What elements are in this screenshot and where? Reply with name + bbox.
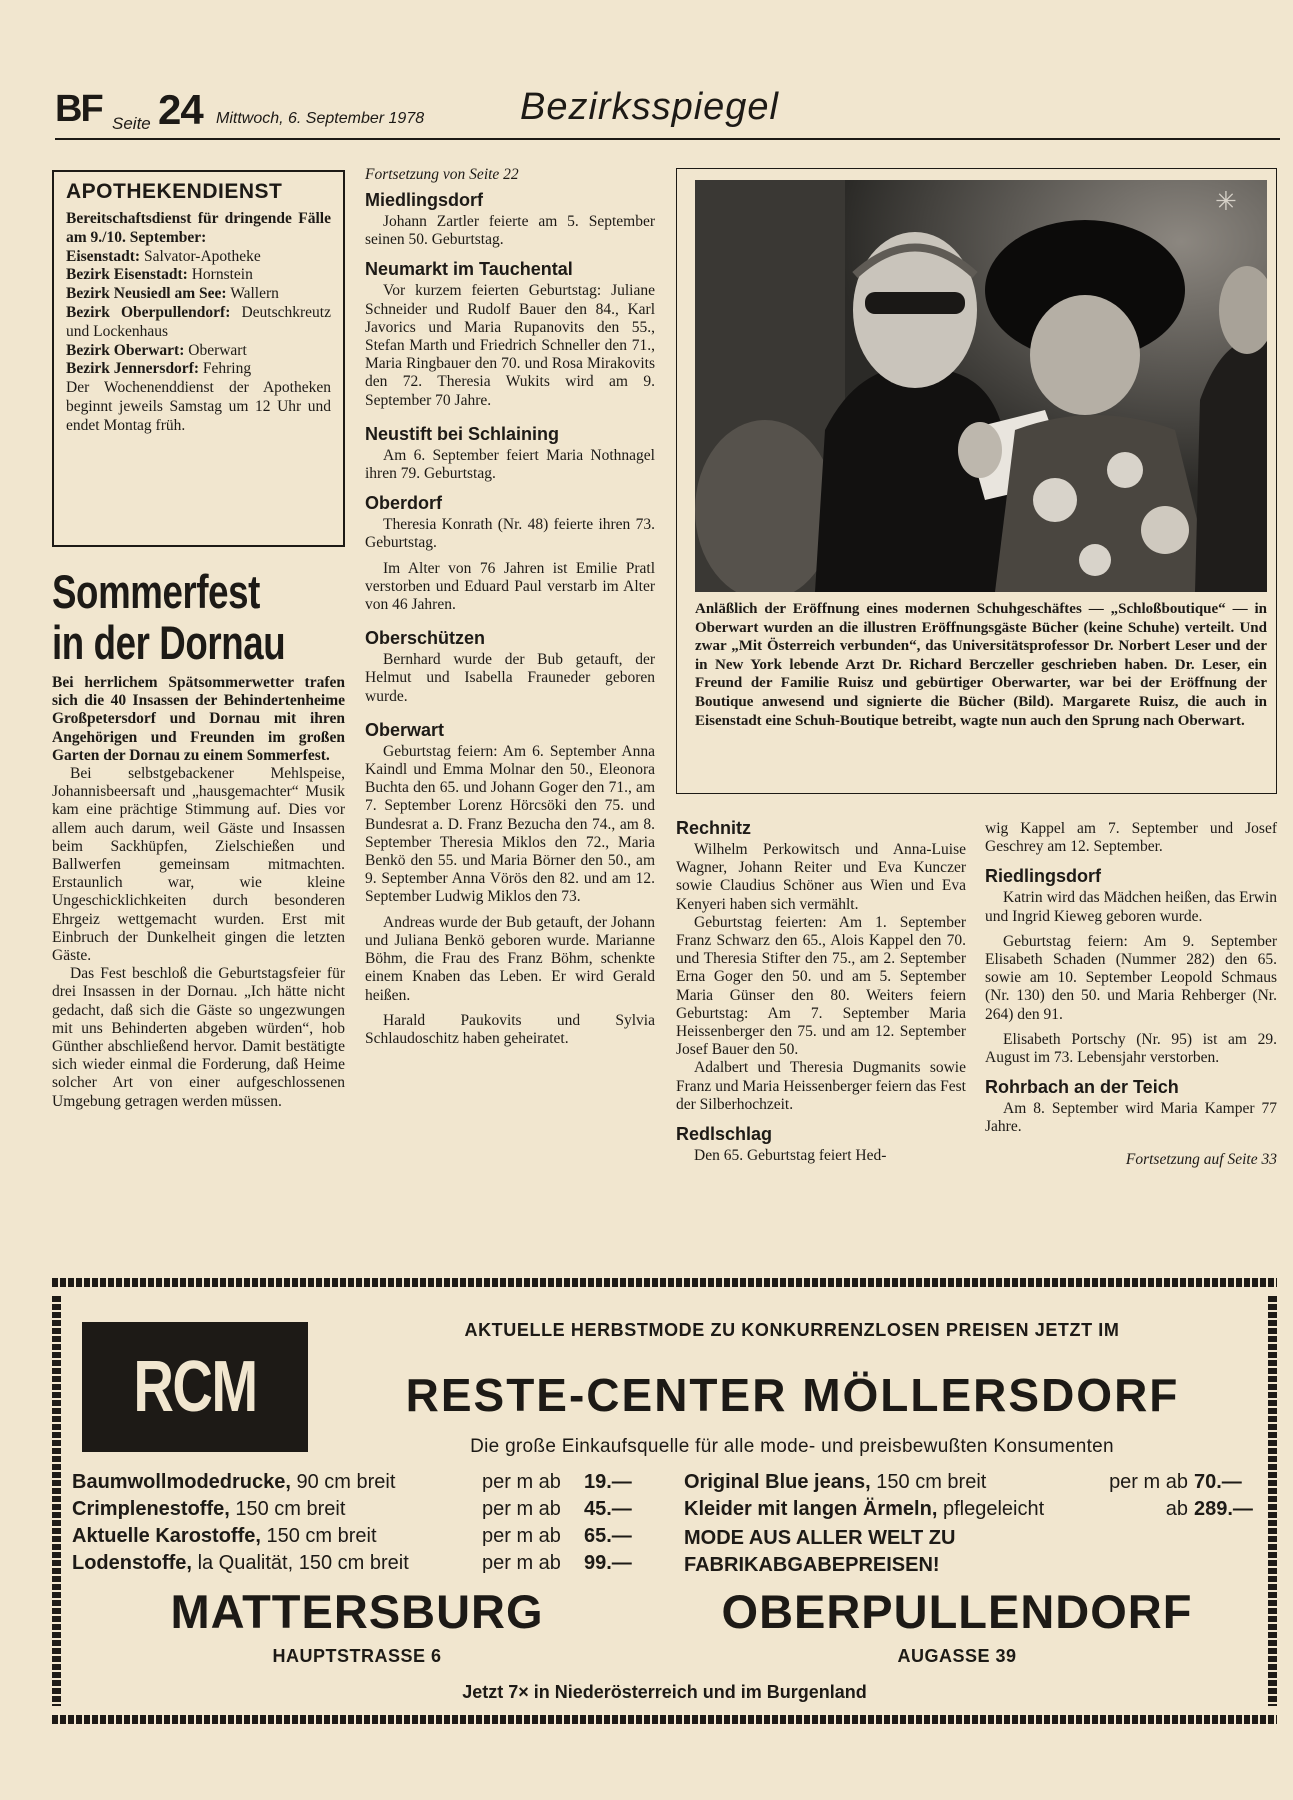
news-text: Vor kurzem feierten Geburtstag: Juliane Schneider und Rudolf Bauer den 84., Karl Javorics und Maria Rupanovits den 55., Stefan Marth und Friedrich Schneller den 71., Maria Ringbauer den 70. und Rosa Mirakovits den 72. Theresia Wukits wird am 9. September 70 Jahre.	[365, 282, 655, 409]
page-number: 24	[158, 86, 203, 133]
news-text: Bernhard wurde der Bub getauft, der Helmut und Isabella Frauneder geboren wurde.	[365, 651, 655, 705]
section-heading: Neumarkt im Tauchental	[365, 259, 573, 280]
article-paragraph: Bei selbstgebackener Mehlspeise, Johannisbeersaft und „hausgemachter“ Musik kam eine prächtige Stimmung auf. Dies vor allem auch darum, weil Gäste und Insassen beim Sackhüpfen, Zielschießen und Ballwerfen gemeinsam mitmachten. Erstaunlich war, wie kleine Ungeschicklichkeiten durch besonderen Ehrgeiz wettgemacht wurden. Erst mit Einbruch der Dunkelheit gingen die letzten Gäste.	[52, 765, 345, 965]
pharmacy-value: Salvator-Apotheke	[143, 247, 261, 265]
continued-from: Fortsetzung von Seite 22	[365, 166, 519, 183]
pharmacy-service-box	[52, 170, 345, 547]
article-headline-line2: in der Dornau	[52, 616, 286, 669]
pharmacy-value: Hornstein	[191, 266, 253, 284]
rcm-logo	[82, 1322, 308, 1452]
section-heading: Redlschlag	[676, 1124, 773, 1145]
section-heading: Oberdorf	[365, 493, 443, 514]
ad-border-bottom	[52, 1715, 1277, 1724]
pharmacy-value: Oberwart	[188, 341, 247, 359]
news-text: wig Kappel am 7. September und Josef Geschrey am 12. September.	[985, 820, 1277, 856]
section-heading: Rechnitz	[676, 818, 752, 838]
price-value: 70.—	[1194, 1471, 1242, 1493]
product-name: Baumwollmodedrucke,	[72, 1471, 291, 1493]
product-detail: 150 cm breit	[235, 1498, 346, 1520]
price-unit: per m ab	[482, 1471, 561, 1493]
ad-store-name: RESTE-CENTER MÖLLERSDORF	[405, 1369, 1180, 1421]
news-text: Im Alter von 76 Jahren ist Emilie Pratl verstorben und Eduard Paul verstarb im Alter von 46 Jahren.	[365, 559, 655, 614]
news-text: Am 8. September wird Maria Kamper 77 Jahre.	[985, 1100, 1277, 1136]
ad-mode-line2: FABRIKABGABEPREISEN!	[684, 1554, 940, 1576]
local-news-column-3	[676, 818, 966, 1165]
photo-caption-area	[695, 600, 1267, 730]
ad-mode-line1: MODE AUS ALLER WELT ZU	[684, 1527, 956, 1549]
ad-tagline: Die große Einkaufsquelle für alle mode- und preisbewußten Konsumenten	[470, 1436, 1114, 1457]
product-name: Kleider mit langen Ärmeln,	[684, 1498, 938, 1520]
pharmacy-intro: Bereitschaftsdienst für dringende Fälle am 9./10. September:	[66, 210, 331, 246]
price-row	[72, 1496, 652, 1523]
sommerfest-article	[52, 674, 345, 1111]
store-street-oberpullendorf: AUGASSE 39	[897, 1646, 1017, 1666]
price-row	[684, 1496, 1254, 1523]
pharmacy-label: Bezirk Oberpullendorf:	[66, 303, 231, 321]
price-value: 99.—	[584, 1552, 632, 1574]
ad-border-top	[52, 1278, 1277, 1287]
photo-caption: Anläßlich der Eröffnung eines modernen Schuhgeschäftes — „Schloßboutique“ — in Oberwart wurden an die illustren Eröffnungsgäste Bücher (keine Schuhe) verteilt. Und zwar „Mit Österreich verbunden“, das Universitätsprofessor Dr. Norbert Leser und der in New York lebende Arzt Dr. Richard Berczeller geschrieben haben. Dr. Leser, ein Freund der Familie Ruisz und gebürtiger Oberwarter, war bei der Eröffnung der Boutique anwesend und signierte die Bücher (Bild). Margarete Ruisz, die auch in Eisenstadt eine Schuh-Boutique betreibt, wagte nun auch den Sprung nach Oberwart.	[695, 601, 1267, 729]
news-text: Geburtstag feierten: Am 1. September Franz Schwarz den 65., Alois Kappel den 70. und Theresia Stifter den 75., am 2. September Erna Goger den 50. und am 5. September Maria Günser den 80. Weiters feiern Geburtstag: Am 7. September Maria Heissenberger den 75. und am 12. September Josef Bauer den 50.	[676, 913, 966, 1059]
section-heading: Oberschützen	[365, 628, 486, 649]
store-street-mattersburg: HAUPTSTRASSE 6	[272, 1646, 442, 1666]
pharmacy-label: Bezirk Eisenstadt:	[66, 266, 188, 284]
news-text: Johann Zartler feierte am 5. September seinen 50. Geburtstag.	[365, 213, 655, 249]
ad-border-left	[52, 1296, 61, 1706]
price-row	[72, 1550, 652, 1577]
newspaper-logo: BF	[55, 88, 102, 130]
header-rule	[55, 138, 1280, 140]
price-unit: ab	[1165, 1498, 1188, 1520]
news-text: Andreas wurde der Bub getauft, der Johann und Juliana Benkö geboren wurde. Marianne Böhm, die Frau des Franz Böhm, schenkte einem Knaben das Leben. Er wird Gerald heißen.	[365, 913, 655, 1004]
news-text: Katrin wird das Mädchen heißen, das Erwin und Ingrid Kieweg geboren wurde.	[985, 889, 1277, 925]
pharmacy-weekend-note: Der Wochenenddienst der Apotheken beginnt jeweils Samstag um 12 Uhr und endet Montag früh.	[66, 379, 331, 434]
price-value: 65.—	[584, 1525, 632, 1547]
product-name: Aktuelle Karostoffe,	[72, 1525, 261, 1547]
news-text: Wilhelm Perkowitsch und Anna-Luise Wagner, Johann Reiter und Eva Kunczer sowie Claudius Schöner aus Wien und Eva Kenyeri haben sich vermählt.	[676, 841, 966, 913]
store-city-mattersburg: MATTERSBURG	[170, 1585, 544, 1638]
product-detail: 90 cm breit	[296, 1471, 396, 1493]
ad-intro-line: AKTUELLE HERBSTMODE ZU KONKURRENZLOSEN PREISEN JETZT IM	[464, 1320, 1120, 1340]
section-heading: Neustift bei Schlaining	[365, 423, 560, 444]
local-news-column-4	[985, 820, 1277, 1169]
news-text: Elisabeth Portschy (Nr. 95) ist am 29. August im 73. Lebensjahr verstorben.	[985, 1030, 1277, 1067]
pharmacy-label: Bezirk Neusiedl am See:	[66, 285, 227, 303]
pharmacy-value: Fehring	[202, 360, 252, 378]
section-heading: Rohrbach an der Teich	[985, 1077, 1179, 1098]
news-text: Geburtstag feiern: Am 9. September Elisabeth Schaden (Nummer 282) den 65. sowie am 10. September Leopold Schmaus (Nr. 130) den 50. und Maria Rehberger (Nr. 264) den 91.	[985, 932, 1277, 1023]
product-name: Original Blue jeans,	[684, 1471, 871, 1493]
price-unit: per m ab	[1109, 1471, 1188, 1493]
ad-border-right	[1268, 1296, 1277, 1706]
price-unit: per m ab	[482, 1525, 561, 1547]
price-unit: per m ab	[482, 1498, 561, 1520]
section-heading: Riedlingsdorf	[985, 866, 1101, 887]
news-text: Harald Paukovits und Sylvia Schlaudoschitz haben geheiratet.	[365, 1011, 655, 1047]
pharmacy-label: Bezirk Jennersdorf:	[66, 360, 200, 378]
article-paragraph: Das Fest beschloß die Geburtstagsfeier für drei Insassen in der Dornau. „Ich hätte nicht gedacht, daß sich die Gäste so ungezwungen mit uns Behinderten abgeben würden“, hob Günther abschließend hervor. Damit bestätigte sich wieder einmal die Forderung, daß Heime solcher Art von einer aufgeschlossenen Umgebung getragen werden müssen.	[52, 965, 345, 1110]
price-value: 45.—	[584, 1498, 632, 1520]
product-detail: 150 cm breit	[876, 1471, 987, 1493]
pharmacy-title: APOTHEKENDIENST	[66, 180, 283, 203]
news-text: Theresia Konrath (Nr. 48) feierte ihren 73. Geburtstag.	[365, 516, 655, 552]
rcm-logo-text: RCM	[133, 1347, 257, 1427]
price-unit: per m ab	[482, 1552, 561, 1574]
store-city-oberpullendorf: OBERPULLENDORF	[721, 1585, 1193, 1638]
issue-date: Mittwoch, 6. September 1978	[216, 110, 425, 127]
product-detail: pflegeleicht	[942, 1498, 1045, 1520]
pharmacy-value: Deutschkreutz und Lockenhaus	[66, 303, 331, 340]
section-title: Bezirksspiegel	[520, 86, 779, 128]
ad-price-list-right	[684, 1469, 1254, 1579]
news-text: Den 65. Geburtstag feiert Hed-	[694, 1147, 887, 1165]
product-detail: la Qualität, 150 cm breit	[197, 1552, 409, 1574]
price-row	[72, 1469, 652, 1496]
price-value: 19.—	[584, 1471, 632, 1493]
event-photo	[695, 180, 1267, 592]
section-heading: Miedlingsdorf	[365, 190, 483, 210]
price-row	[72, 1523, 652, 1550]
price-row	[684, 1469, 1254, 1496]
product-detail: 150 cm breit	[266, 1525, 377, 1547]
pharmacy-label: Eisenstadt:	[66, 247, 141, 265]
price-value: 289.—	[1194, 1498, 1253, 1520]
ad-footer: Jetzt 7× in Niederösterreich und im Burgenland	[462, 1682, 867, 1702]
svg-text:✳: ✳	[1215, 187, 1237, 217]
article-lead: Bei herrlichem Spätsommerwetter trafen sich die 40 Insassen der Behindertenheime Großpetersdorf und Dornau mit ihren Angehörigen und Freunden im großen Garten der Dornau zu einem Sommerfest.	[52, 674, 345, 764]
news-text: Geburtstag feiern: Am 6. September Anna Kaindl und Emma Molnar den 50., Eleonora Buchta den 65. und Johann Goger den 71., am 7. September Lorenz Hörcsöki den 75. und Bundesrat a. D. Franz Bezucha den 74., am 8. September Theresia Miklos den 72., Maria Benkö den 55. und Maria Börner den 50., am 9. September Anna Vörös den 82. und am 12. September Ludwig Miklos den 73.	[365, 742, 655, 906]
advertisement	[52, 1278, 1277, 1724]
news-text: Am 6. September feiert Maria Nothnagel ihren 79. Geburtstag.	[365, 446, 655, 483]
product-name: Lodenstoffe,	[72, 1552, 192, 1574]
ad-price-list-left	[72, 1469, 652, 1577]
product-name: Crimplenestoffe,	[72, 1498, 230, 1520]
local-news-column-2	[365, 166, 655, 1048]
pharmacy-label: Bezirk Oberwart:	[66, 341, 185, 359]
photo-illustration	[695, 180, 1267, 592]
news-text: Adalbert und Theresia Dugmanits sowie Franz und Maria Heissenberger feiern das Fest der Silberhochzeit.	[676, 1059, 966, 1113]
page-label: Seite	[112, 114, 151, 133]
continued-on: Fortsetzung auf Seite 33	[1125, 1150, 1277, 1168]
pharmacy-value: Wallern	[230, 285, 279, 303]
article-headline-line1: Sommerfest	[52, 565, 260, 618]
section-heading: Oberwart	[365, 719, 445, 740]
